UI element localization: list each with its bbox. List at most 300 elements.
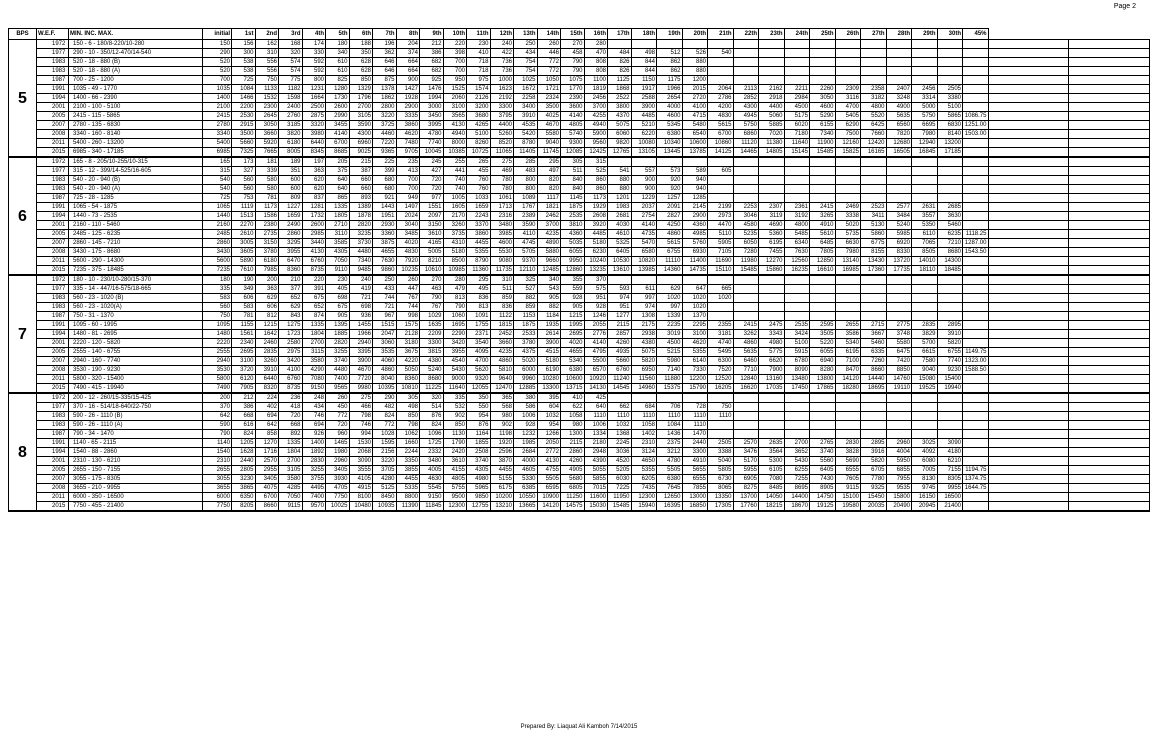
stage-value: 4535 — [514, 121, 538, 130]
stage-value — [988, 85, 1069, 94]
stage-value — [988, 339, 1069, 348]
stage-value: 1885 — [326, 330, 350, 339]
stage-value: 2245 — [608, 439, 632, 448]
stage-value — [657, 40, 683, 49]
stage-value: 1985 — [514, 439, 538, 448]
stage-value: 180 — [326, 40, 350, 49]
stage-value — [810, 58, 836, 67]
stage-value — [886, 285, 912, 294]
stage-value: 196 — [373, 40, 397, 49]
stage-value: 682 — [420, 67, 444, 76]
stage-value: 2485 — [203, 230, 232, 239]
stage-value — [988, 139, 1069, 148]
stage-value: 1095 — [203, 321, 232, 330]
stage-value: 620 — [302, 185, 326, 194]
stage-value: 3740 — [810, 448, 836, 457]
stage-value — [963, 76, 989, 85]
stage-value: 5300 — [759, 457, 785, 466]
stage-value: 1804 — [302, 330, 326, 339]
stage-value: 875 — [373, 76, 397, 85]
stage-value: 928 — [561, 294, 585, 303]
stage-value: 1368 — [608, 430, 632, 439]
pay-range: 520 - 18 - 880 (B) — [69, 58, 203, 67]
stage-value: 18670 — [784, 502, 810, 512]
stage-value: 8905 — [810, 484, 836, 493]
stage-value — [1069, 94, 1150, 103]
stage-value: 824 — [420, 421, 444, 430]
stage-value: 13210 — [490, 502, 514, 512]
stage-value: 1084 — [232, 85, 256, 94]
stage-value: 8345 — [302, 148, 326, 158]
stage-value: 240 — [349, 275, 373, 285]
stage-value: 746 — [349, 421, 373, 430]
stage-value: 2715 — [861, 321, 887, 330]
stage-value: 3440 — [302, 239, 326, 248]
stage-value: 8305 — [937, 475, 963, 484]
stage-value: 12885 — [514, 384, 538, 394]
table-row — [9, 312, 1150, 321]
stage-value: 1466 — [232, 94, 256, 103]
stage-value: 642 — [203, 412, 232, 421]
stage-value — [1069, 58, 1150, 67]
stage-value: 7500 — [835, 130, 861, 139]
stage-value: 200 — [203, 393, 232, 403]
stage-value: 6050 — [733, 239, 759, 248]
stage-value: 668 — [279, 421, 303, 430]
stage-value: 589 — [682, 167, 708, 176]
stage-value: 1819 — [584, 85, 608, 94]
stage-value — [835, 58, 861, 67]
stage-value: 10820 — [631, 257, 657, 266]
stage-value: 19940 — [937, 384, 963, 394]
table-row — [9, 40, 1150, 49]
stage-value: 740 — [443, 176, 467, 185]
stage-value: 2596 — [490, 448, 514, 457]
stage-value — [988, 375, 1069, 384]
stage-value: 8695 — [784, 484, 810, 493]
column-header: 5th — [326, 29, 350, 40]
stage-value: 10480 — [349, 502, 373, 512]
stage-value: 1862 — [373, 94, 397, 103]
stage-value — [861, 176, 887, 185]
stage-value: 6940 — [810, 357, 836, 366]
stage-value: 5355 — [682, 348, 708, 357]
stage-value: 13785 — [682, 148, 708, 158]
stage-value: 7340 — [349, 257, 373, 266]
table-row — [9, 167, 1150, 176]
pay-range: 2940 - 160 - 7740 — [69, 357, 203, 366]
stage-value: 4540 — [443, 357, 467, 366]
stage-value — [835, 403, 861, 412]
stage-value: 1725 — [420, 439, 444, 448]
stage-value: 880 — [608, 176, 632, 185]
stage-value: 1995 — [561, 321, 585, 330]
stage-value: 5755 — [443, 484, 467, 493]
stage-value: 270 — [561, 40, 585, 49]
stage-value: 12160 — [835, 139, 861, 148]
stage-value: 1436 — [657, 430, 683, 439]
pay-range: 2485 - 125 - 6235 — [69, 230, 203, 239]
stage-value: 2570 — [255, 457, 279, 466]
stage-value: 4290 — [302, 366, 326, 375]
stage-value: 12850 — [810, 257, 836, 266]
stage-value — [937, 421, 963, 430]
stage-value: 14545 — [608, 384, 632, 394]
stage-value: 2700 — [279, 457, 303, 466]
stage-value — [912, 40, 938, 49]
table-row — [9, 484, 1150, 493]
table-row — [9, 221, 1150, 230]
stage-value: 9950 — [561, 257, 585, 266]
stage-value — [1069, 375, 1150, 384]
stage-value: 13000 — [682, 493, 708, 502]
stage-value — [608, 40, 632, 49]
stage-value: 3485 — [396, 230, 420, 239]
stage-value: 4155 — [443, 466, 467, 475]
stage-value: 10810 — [396, 384, 420, 394]
stage-value — [733, 76, 759, 85]
stage-value: 7020 — [759, 130, 785, 139]
stage-value — [784, 275, 810, 285]
stage-value: 4940 — [443, 130, 467, 139]
stage-value: 700 — [203, 76, 232, 85]
stage-value — [733, 49, 759, 58]
stage-value: 736 — [490, 58, 514, 67]
stage-value: 5680 — [561, 475, 585, 484]
stage-value: 5040 — [708, 457, 734, 466]
stage-value: 15485 — [733, 266, 759, 276]
stage-value: 5260 — [490, 130, 514, 139]
stage-value: 8470 — [835, 366, 861, 375]
pay-range: 590 - 26 - 1110 (A) — [69, 421, 203, 430]
table-row — [9, 212, 1150, 221]
table-row — [9, 121, 1150, 130]
stage-value: 4130 — [302, 248, 326, 257]
stage-value: 4830 — [396, 248, 420, 257]
stage-value — [886, 157, 912, 167]
stage-value: 2055 — [584, 321, 608, 330]
stage-value — [861, 294, 887, 303]
stage-value: 4940 — [584, 121, 608, 130]
stage-value: 3600 — [561, 103, 585, 112]
stage-value — [861, 430, 887, 439]
stage-value: 664 — [396, 67, 420, 76]
stage-value: 2200 — [232, 103, 256, 112]
stage-value — [988, 294, 1069, 303]
stage-value: 13480 — [784, 375, 810, 384]
stage-value: 2654 — [657, 94, 683, 103]
stage-value: 387 — [349, 167, 373, 176]
stage-value: 7140 — [657, 366, 683, 375]
stage-value: 3265 — [810, 212, 836, 221]
stage-value — [1069, 493, 1150, 502]
table-row — [9, 103, 1150, 112]
stage-value: 652 — [279, 294, 303, 303]
stage-value — [861, 167, 887, 176]
stage-value: 374 — [396, 49, 420, 58]
stage-value: 8735 — [302, 266, 326, 276]
stage-value — [963, 176, 989, 185]
pay-range: 790 - 34 - 1470 — [69, 430, 203, 439]
stage-value: 350 — [467, 393, 491, 403]
stage-value: 760 — [467, 185, 491, 194]
stage-value — [963, 412, 989, 421]
stage-value — [1069, 294, 1150, 303]
stage-value: 13235 — [584, 266, 608, 276]
stage-value — [861, 49, 887, 58]
stage-value: 4740 — [708, 339, 734, 348]
stage-value: 215 — [349, 157, 373, 167]
stage-value: 212 — [232, 393, 256, 403]
stage-value: 10550 — [514, 493, 538, 502]
stage-value: 1173 — [255, 203, 279, 212]
stage-value: 17865 — [810, 384, 836, 394]
wef-year: 1972 — [37, 393, 69, 403]
stage-value: 6780 — [784, 357, 810, 366]
stage-value — [963, 103, 989, 112]
stage-value: 12650 — [657, 493, 683, 502]
stage-value: 750 — [203, 312, 232, 321]
stage-value: 1032 — [608, 421, 632, 430]
stage-value — [963, 275, 989, 285]
stage-value: 7630 — [784, 248, 810, 257]
stage-value: 4480 — [349, 248, 373, 257]
stage-value: 980 — [490, 412, 514, 421]
stage-value — [784, 157, 810, 167]
stage-value: 6775 — [861, 239, 887, 248]
stage-value — [708, 312, 734, 321]
stage-value: 1065 — [203, 203, 232, 212]
stage-value: 4980 — [467, 475, 491, 484]
stage-value: 2400 — [279, 103, 303, 112]
stage-value: 11980 — [733, 257, 759, 266]
stage-value — [708, 303, 734, 312]
stage-value: 3586 — [835, 330, 861, 339]
stage-value — [759, 194, 785, 203]
stage-value: 16850 — [682, 502, 708, 512]
wef-year: 2001 — [37, 103, 69, 112]
stage-value: 9040 — [912, 366, 938, 375]
stage-value: 1659 — [279, 212, 303, 221]
stage-value: 720 — [279, 412, 303, 421]
stage-value: 12055 — [467, 384, 491, 394]
stage-value: 760 — [467, 176, 491, 185]
stage-value: 1980 — [326, 448, 350, 457]
stage-value: 5690 — [835, 457, 861, 466]
stage-value: 750 — [255, 76, 279, 85]
stage-value: 1855 — [467, 439, 491, 448]
stage-value: 5820 — [631, 357, 657, 366]
stage-value: 1308 — [631, 312, 657, 321]
stage-value: 245 — [420, 157, 444, 167]
stage-value — [988, 94, 1069, 103]
stage-value — [835, 312, 861, 321]
stage-value: 668 — [232, 412, 256, 421]
wef-year: 1983 — [37, 294, 69, 303]
stage-value: 3411 — [861, 212, 887, 221]
column-header: 6th — [349, 29, 373, 40]
stage-value: 6235 — [937, 230, 963, 239]
stage-value: 1805 — [326, 212, 350, 221]
stage-value: 9955 — [937, 484, 963, 493]
stage-value: 402 — [255, 403, 279, 412]
stage-value — [861, 285, 887, 294]
wef-year: 1987 — [37, 430, 69, 439]
stage-value: 1100 — [584, 76, 608, 85]
table-row — [9, 475, 1150, 484]
stage-value: 2948 — [584, 448, 608, 457]
stage-value: 4235 — [537, 230, 561, 239]
stage-value: 9080 — [490, 257, 514, 266]
stage-value: 6930 — [682, 248, 708, 257]
stage-value — [886, 412, 912, 421]
stage-value: 8140 — [937, 130, 963, 139]
stage-value: 6220 — [631, 130, 657, 139]
stage-value: 5035 — [561, 239, 585, 248]
stage-value: 593 — [608, 285, 632, 294]
stage-value: 3300 — [490, 103, 514, 112]
stage-value: 1443 — [373, 203, 397, 212]
stage-value — [1069, 321, 1150, 330]
stage-value: 6210 — [937, 457, 963, 466]
table-row — [9, 148, 1150, 158]
stage-value: 2765 — [810, 439, 836, 448]
stage-value — [682, 40, 708, 49]
stage-value: 150 — [203, 40, 232, 49]
stage-value: 9570 — [302, 502, 326, 512]
stage-value: 940 — [682, 185, 708, 194]
table-row — [9, 230, 1150, 239]
stage-value: 1480 — [203, 330, 232, 339]
stage-value: 4485 — [584, 230, 608, 239]
stage-value: 3755 — [302, 475, 326, 484]
stage-value: 320 — [420, 393, 444, 403]
stage-value: 3980 — [302, 130, 326, 139]
stage-value: 7955 — [886, 475, 912, 484]
stage-value — [1069, 239, 1150, 248]
stage-value: 3230 — [232, 475, 256, 484]
table-row — [9, 185, 1150, 194]
stage-value: 8660 — [861, 366, 887, 375]
stage-value: 3116 — [835, 94, 861, 103]
stage-value: 4520 — [608, 457, 632, 466]
stage-value: 694 — [255, 412, 279, 421]
stage-value: 405 — [326, 285, 350, 294]
stage-value: 15800 — [886, 493, 912, 502]
stage-value: 5155 — [490, 475, 514, 484]
stage-value: 2253 — [733, 203, 759, 212]
stage-value: 997 — [657, 303, 683, 312]
table-row — [9, 403, 1150, 412]
wef-year: 1987 — [37, 194, 69, 203]
stage-value: 13105 — [631, 148, 657, 158]
stage-value: 1006 — [514, 412, 538, 421]
stage-value: 675 — [302, 294, 326, 303]
stage-value: 470 — [584, 49, 608, 58]
stage-value: 2420 — [443, 448, 467, 457]
stage-value: 1133 — [255, 85, 279, 94]
stage-value: 330 — [302, 49, 326, 58]
wef-year: 1983 — [37, 421, 69, 430]
stage-value — [912, 312, 938, 321]
stage-value: 12940 — [912, 139, 938, 148]
stage-value — [835, 194, 861, 203]
stage-value: 2175 — [631, 321, 657, 330]
stage-value: 4600 — [490, 239, 514, 248]
stage-value: 6470 — [279, 257, 303, 266]
stage-value: 4130 — [537, 457, 561, 466]
stage-value: 4060 — [373, 357, 397, 366]
stage-value — [886, 176, 912, 185]
stage-value: 721 — [373, 303, 397, 312]
stage-value — [937, 67, 963, 76]
stage-value: 1270 — [255, 439, 279, 448]
wef-year: 2008 — [37, 366, 69, 375]
stage-value: 7400 — [302, 493, 326, 502]
stage-value: 1205 — [232, 439, 256, 448]
stage-value: 1868 — [608, 85, 632, 94]
stage-value: 1061 — [490, 194, 514, 203]
stage-value: 960 — [326, 430, 350, 439]
stage-value: 4095 — [467, 348, 491, 357]
stage-value — [708, 275, 734, 285]
stage-value: 10385 — [443, 148, 467, 158]
stage-value: 2050 — [537, 439, 561, 448]
stage-value: 5820 — [937, 339, 963, 348]
stage-value: 5290 — [810, 112, 836, 121]
stage-value — [988, 484, 1069, 493]
stage-value — [759, 76, 785, 85]
stage-value: 1470 — [682, 430, 708, 439]
stage-value: 3430 — [203, 248, 232, 257]
stage-value — [988, 157, 1069, 167]
pay-range: 5600 - 290 - 14300 — [69, 257, 203, 266]
stage-value: 6385 — [514, 484, 538, 493]
stage-value: 2635 — [759, 439, 785, 448]
stage-value: 921 — [373, 194, 397, 203]
stage-value: 2895 — [937, 321, 963, 330]
stage-value: 3005 — [232, 239, 256, 248]
stage-value: 10235 — [396, 266, 420, 276]
stage-value: 3565 — [443, 112, 467, 121]
stage-value: 10900 — [537, 493, 561, 502]
stage-value — [912, 275, 938, 285]
pay-range: 700 - 25 - 1200 — [69, 76, 203, 85]
stage-value — [886, 49, 912, 58]
stage-value: 6255 — [784, 466, 810, 475]
stage-value: 7235 — [203, 266, 232, 276]
stage-value: 9535 — [886, 484, 912, 493]
wef-year: 2007 — [37, 239, 69, 248]
stage-value: 6175 — [490, 484, 514, 493]
stage-value — [988, 321, 1069, 330]
stage-value: 2295 — [682, 321, 708, 330]
stage-value: 6405 — [608, 248, 632, 257]
stage-value: 5750 — [733, 121, 759, 130]
stage-value: 1574 — [467, 85, 491, 94]
stage-value: 5915 — [784, 348, 810, 357]
stage-value — [1069, 457, 1150, 466]
stage-value: 3100 — [232, 357, 256, 366]
stage-value: 2655 — [203, 466, 232, 475]
stage-value: 2860 — [279, 230, 303, 239]
stage-value: 1173 — [584, 194, 608, 203]
stage-value: 5810 — [490, 366, 514, 375]
pay-range: 150 - 6 - 180/8-220/10-280 — [69, 40, 203, 49]
stage-value — [1069, 40, 1150, 49]
stage-value: 2973 — [708, 212, 734, 221]
stage-value — [988, 475, 1069, 484]
